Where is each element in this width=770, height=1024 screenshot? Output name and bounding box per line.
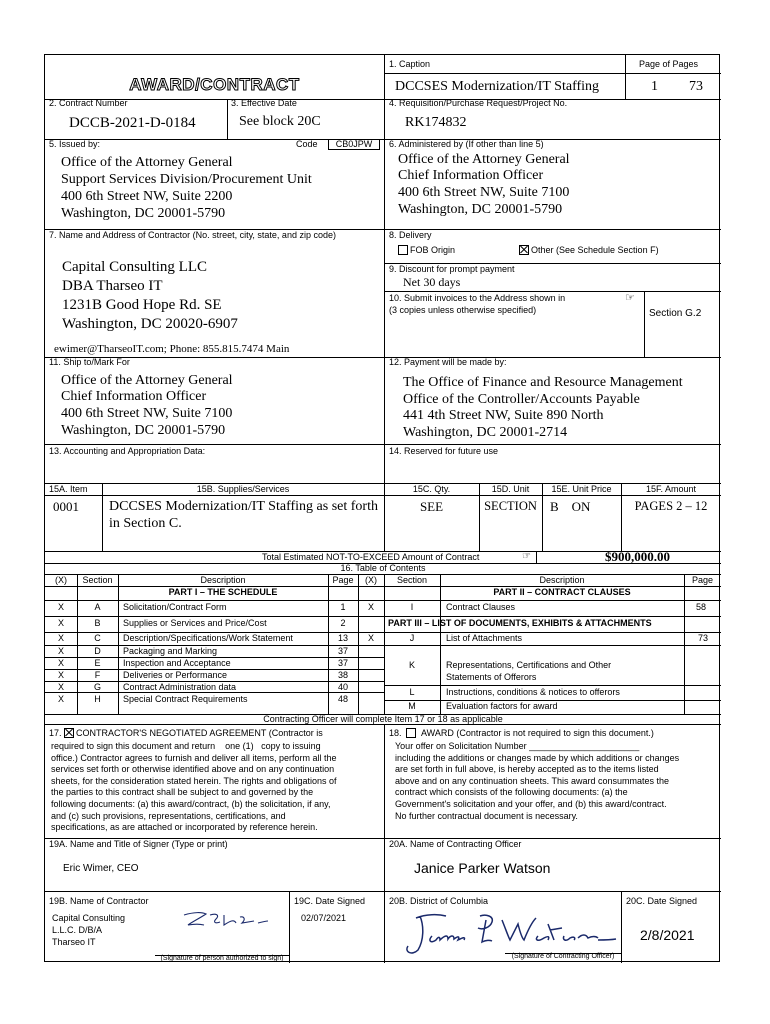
ship-to-label: 11. Ship to/Mark For <box>49 357 130 367</box>
contractor-sig-line-2: L.L.C. D/B/A <box>52 925 103 935</box>
toc-page: 37 <box>337 646 348 656</box>
total-value: $900,000.00 <box>605 549 670 564</box>
issued-by-line-1: Office of the Attorney General <box>61 155 233 170</box>
issued-by-line-3: 400 6th Street NW, Suite 2200 <box>61 189 233 204</box>
requisition-value: RK174832 <box>405 115 467 130</box>
toc-col-x-right: (X) <box>365 575 377 585</box>
col-unit-price-header: 15E. Unit Price <box>551 484 612 494</box>
page-count: 73 <box>689 79 703 94</box>
issued-by-line-4: Washington, DC 20001-5790 <box>61 206 226 221</box>
fob-origin-checkbox[interactable] <box>398 245 408 255</box>
officer-signature <box>398 906 620 960</box>
administered-by-label: 6. Administered by (If other than line 5) <box>389 139 544 149</box>
item-18-text <box>395 741 719 822</box>
item-18-title: AWARD (Contractor is not required to sign this document.) <box>421 728 654 738</box>
item-desc-line-1: DCCSES Modernization/IT Staffing as set forth <box>109 499 378 514</box>
caption-value: DCCSES Modernization/IT Staffing <box>395 79 600 94</box>
toc-col-description-right: Description <box>539 575 585 585</box>
item-number: 0001 <box>53 499 79 514</box>
item-18-line: Government's solicitation and your offer, and (b) this award/contract. <box>395 798 667 809</box>
contractor-signature-stroke <box>184 913 268 925</box>
toc-description-k-2: Statements of Offerors <box>446 672 537 682</box>
payment-line-2: Office of the Controller/Accounts Payable <box>403 392 640 407</box>
item-17-line: office.) Contractor agrees to furnish and deliver all items, perform all the <box>51 752 337 763</box>
contract-number-value: DCCB-2021-D-0184 <box>69 115 196 131</box>
payment-line-1: The Office of Finance and Resource Management <box>403 375 683 390</box>
item-18-line: are set forth in full above, is hereby accepted as to the items listed <box>395 764 659 775</box>
page-number: 1 <box>651 79 658 94</box>
signer-label: 19A. Name and Title of Signer (Type or print) <box>49 839 228 849</box>
toc-description: Description/Specifications/Work Statement <box>123 633 293 643</box>
payment-line-4: Washington, DC 20001-2714 <box>403 425 568 440</box>
contractor-label: 7. Name and Address of Contractor (No. street, city, state, and zip code) <box>49 230 336 240</box>
district-sig-label: 20B. District of Columbia <box>389 896 489 906</box>
toc-section-l: L <box>409 687 415 697</box>
toc-x: X <box>57 682 64 692</box>
contractor-contact: ewimer@TharseoIT.com; Phone: 855.815.7474 Main <box>54 343 290 355</box>
invoices-label: 10. Submit invoices to the Address shown in <box>389 293 566 303</box>
item-17-line: and (c) such provisions, representations, certifications, and <box>51 810 286 821</box>
item-18-line: No further contractual document is necessary. <box>395 810 578 821</box>
item-18-line: contract which consists of the following documents: (a) the <box>395 787 628 798</box>
code-label: Code <box>296 139 318 149</box>
toc-page: 37 <box>337 658 348 668</box>
item-desc-line-2: in Section C. <box>109 516 182 531</box>
toc-title: 16. Table of Contents <box>340 563 426 573</box>
accounting-label: 13. Accounting and Appropriation Data: <box>49 446 206 456</box>
code-box <box>328 139 380 150</box>
date-20c-label: 20C. Date Signed <box>626 896 698 906</box>
other-delivery-checkbox[interactable] <box>519 245 529 255</box>
issued-by-label: 5. Issued by: <box>49 139 101 149</box>
toc-x: X <box>57 618 64 628</box>
invoices-sub-label: (3 copies unless otherwise specified) <box>389 305 537 315</box>
contractor-sig-line-3: Tharseo IT <box>52 937 96 947</box>
item-amount: PAGES 2 – 12 <box>634 499 708 513</box>
officer-label: 20A. Name of Contracting Officer <box>389 839 522 849</box>
award-contract-form <box>44 54 720 962</box>
toc-description-j: List of Attachments <box>446 633 523 643</box>
caption-label: 1. Caption <box>389 59 431 69</box>
date-20c-value: 2/8/2021 <box>640 927 695 943</box>
invoices-section: Section G.2 <box>649 308 702 319</box>
payment-label: 12. Payment will be made by: <box>389 357 507 367</box>
toc-section: F <box>94 670 101 680</box>
item-18-line: above and on any continuation sheets. This award consummates the <box>395 775 670 786</box>
toc-x: X <box>57 694 64 704</box>
toc-x: X <box>57 670 64 680</box>
toc-section: B <box>94 618 101 628</box>
form-title-text: AWARD/CONTRACT <box>129 75 300 94</box>
ship-to-line-3: 400 6th Street NW, Suite 7100 <box>61 406 233 421</box>
toc-section: G <box>93 682 101 692</box>
toc-section-j: J <box>409 633 415 643</box>
effective-date-label: 3. Effective Date <box>231 98 297 108</box>
item-18-number: 18. <box>389 728 402 738</box>
pointing-hand-icon: ☞ <box>625 292 635 304</box>
toc-description: Inspection and Acceptance <box>123 658 231 668</box>
toc-page: 40 <box>337 682 348 692</box>
toc-x: X <box>57 633 64 643</box>
contractor-line-4: Washington, DC 20020-6907 <box>62 316 238 332</box>
item-unit: SECTION <box>484 499 537 513</box>
toc-section: E <box>94 658 101 668</box>
item-17-checkbox[interactable] <box>64 728 74 738</box>
toc-description: Special Contract Requirements <box>123 694 248 704</box>
col-item-header: 15A. Item <box>49 484 88 494</box>
item-17-text <box>51 741 381 834</box>
contractor-sig-note: (Signature of person authorized to sign) <box>160 955 284 962</box>
contractor-signature <box>180 907 270 933</box>
contractor-sig-line-1: Capital Consulting <box>52 913 126 923</box>
administered-by-line-2: Chief Information Officer <box>398 168 544 183</box>
item-17-line: sheets, for the consideration stated herein. The rights and obligations of <box>51 775 337 786</box>
effective-date-value: See block 20C <box>239 114 321 129</box>
toc-x: X <box>57 646 64 656</box>
page-of-pages-label: Page of Pages <box>639 59 699 69</box>
other-delivery-label: Other (See Schedule Section F) <box>531 245 659 255</box>
toc-section-m: M <box>408 701 416 711</box>
ship-to-line-2: Chief Information Officer <box>61 389 207 404</box>
toc-description: Deliveries or Performance <box>123 670 228 680</box>
administered-by-line-4: Washington, DC 20001-5790 <box>398 202 563 217</box>
toc-col-section: Section <box>82 575 113 585</box>
district-sig-note: (Signature of Contracting Officer) <box>511 953 615 960</box>
item-unit-price: B ON <box>550 499 591 514</box>
officer-value: Janice Parker Watson <box>414 860 551 876</box>
toc-part-1: PART I – THE SCHEDULE <box>168 587 278 597</box>
item-17-line: services set forth or otherwise identified above and on any continuation <box>51 764 335 775</box>
toc-section: C <box>94 633 101 643</box>
toc-part-2: PART II – CONTRACT CLAUSES <box>493 587 631 597</box>
payment-line-3: 441 4th Street NW, Suite 890 North <box>403 408 604 423</box>
toc-x-i: X <box>367 602 374 612</box>
signer-value: Eric Wimer, CEO <box>63 863 139 874</box>
toc-col-description: Description <box>200 575 246 585</box>
pointing-hand-icon: ☞ <box>522 551 531 562</box>
administered-by-line-1: Office of the Attorney General <box>398 152 570 167</box>
toc-page-j: 73 <box>698 633 709 643</box>
item-17-line: required to sign this document and return one (1) copy to issuing <box>51 741 321 751</box>
toc-description-l: Instructions, conditions & notices to offerors <box>446 687 620 697</box>
code-value: CB0JPW <box>335 139 373 149</box>
toc-col-page-right: Page <box>691 575 714 585</box>
reserved-label: 14. Reserved for future use <box>389 446 499 456</box>
col-unit-header: 15D. Unit <box>491 484 530 494</box>
contract-number-label: 2. Contract Number <box>49 98 128 108</box>
contractor-line-2: DBA Tharseo IT <box>62 278 163 294</box>
discount-label: 9. Discount for prompt payment <box>389 264 515 274</box>
toc-page-i: 58 <box>696 602 707 612</box>
toc-page: 2 <box>340 618 346 628</box>
fob-origin-label: FOB Origin <box>410 245 456 255</box>
date-19c-label: 19C. Date Signed <box>294 896 366 906</box>
toc-description: Solicitation/Contract Form <box>123 602 227 612</box>
toc-col-section-right: Section <box>396 575 428 585</box>
toc-description: Contract Administration data <box>123 682 237 692</box>
toc-section-i: I <box>410 602 414 612</box>
delivery-label: 8. Delivery <box>389 230 432 240</box>
contractor-line-3: 1231B Good Hope Rd. SE <box>62 297 222 313</box>
item-qty: SEE <box>419 499 444 514</box>
discount-value: Net 30 days <box>403 275 461 289</box>
toc-part-3: PART III – LIST OF DOCUMENTS, EXHIBITS & ATTACHMENTS <box>388 618 652 628</box>
administered-by-line-3: 400 6th Street NW, Suite 7100 <box>398 185 570 200</box>
toc-x: X <box>57 658 64 668</box>
form-title <box>45 75 384 95</box>
toc-col-page: Page <box>332 575 354 585</box>
toc-page: 48 <box>337 694 348 704</box>
toc-x: X <box>57 602 64 612</box>
contracting-officer-note: Contracting Officer will complete Item 17 or 18 as applicable <box>263 714 503 724</box>
col-amount-header: 15F. Amount <box>645 484 697 494</box>
contractor-sig-label: 19B. Name of Contractor <box>49 896 149 906</box>
toc-description: Supplies or Services and Price/Cost <box>123 618 267 628</box>
toc-col-x: (X) <box>55 575 67 585</box>
toc-description-i: Contract Clauses <box>446 602 516 612</box>
item-17-title: CONTRACTOR'S NEGOTIATED AGREEMENT (Contractor is <box>76 728 323 738</box>
ship-to-line-4: Washington, DC 20001-5790 <box>61 423 226 438</box>
date-19c-value: 02/07/2021 <box>301 913 347 923</box>
toc-page: 13 <box>337 633 348 643</box>
item-17-number: 17. <box>49 728 62 738</box>
item-17-line: specifications, as are attached or incorporated by reference herein. <box>51 822 318 833</box>
ship-to-line-1: Office of the Attorney General <box>61 373 233 388</box>
col-supplies-header: 15B. Supplies/Services <box>196 484 290 494</box>
officer-signature-stroke <box>407 915 616 953</box>
contractor-line-1: Capital Consulting LLC <box>62 259 207 275</box>
toc-page: 1 <box>340 602 346 612</box>
item-18-line: including the additions or changes made by which additions or changes <box>395 752 680 763</box>
toc-x-j: X <box>367 633 374 643</box>
item-17-line: following documents: (a) this award/contract, (b) the solicitation, if any, <box>51 798 331 809</box>
toc-page: 38 <box>337 670 348 680</box>
issued-by-line-2: Support Services Division/Procurement Unit <box>61 172 312 187</box>
total-label: Total Estimated NOT-TO-EXCEED Amount of Contract <box>262 552 480 562</box>
item-17-line: the parties to this contract shall be subject to and governed by the <box>51 787 314 798</box>
toc-description-k-1: Representations, Certifications and Other <box>446 660 612 670</box>
toc-description: Packaging and Marking <box>123 646 218 656</box>
item-18-line: Your offer on Solicitation Number ______________________ <box>395 741 640 751</box>
col-qty-header: 15C. Qty. <box>412 484 451 494</box>
toc-section: H <box>94 694 101 704</box>
toc-description-m: Evaluation factors for award <box>446 701 558 711</box>
toc-section: A <box>94 602 101 612</box>
item-18-checkbox[interactable] <box>406 728 416 738</box>
toc-section: D <box>94 646 101 656</box>
toc-section-k: K <box>408 660 415 670</box>
requisition-label: 4. Requisition/Purchase Request/Project No. <box>389 98 568 108</box>
